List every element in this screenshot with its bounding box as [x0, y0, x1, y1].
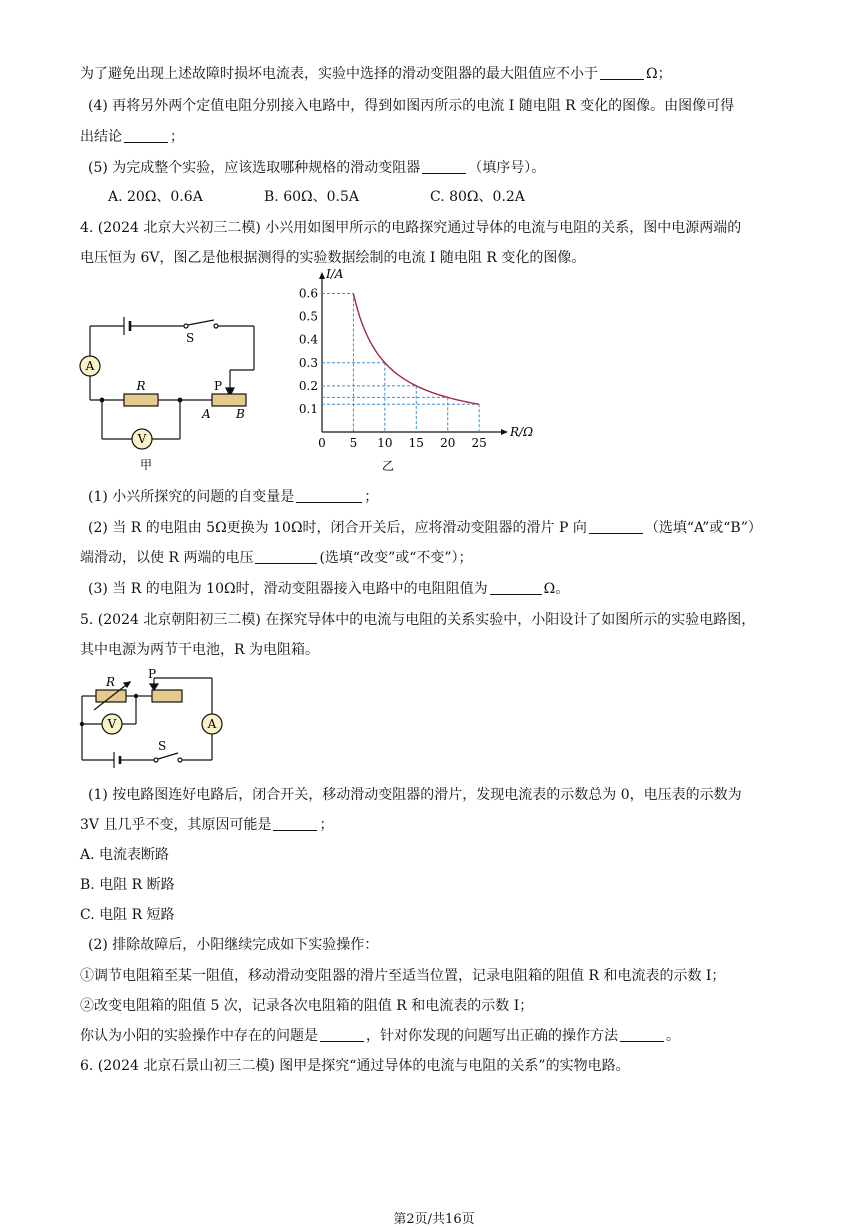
q5-part1-cont: 3V 且几乎不变，其原因可能是 ； — [80, 817, 334, 833]
q5-part3: 你认为小阳的实验操作中存在的问题是 ，针对你发现的问题写出正确的操作方法 。 — [80, 1028, 680, 1044]
figure-label-jia: 甲 — [139, 458, 153, 472]
chart-guides — [322, 294, 479, 432]
q3-part4-cont: 出结论 ； — [80, 129, 184, 145]
x-tick-label: 25 — [471, 436, 487, 450]
q4-part2: (2) 当 R 的电阻由 5Ω更换为 10Ω时，闭合开关后，应将滑动变阻器的滑片 P 向 （选填“A”或“B”） — [88, 520, 762, 536]
q5-step1: ①调节电阻箱至某一阻值，移动滑动变阻器的滑片至适当位置，记录电阻箱的阻值 R 和电流表的示数 I； — [80, 968, 726, 984]
q4-part1: (1) 小兴所探究的问题的自变量是 ； — [88, 489, 379, 505]
circuit-diagram-jia — [74, 312, 274, 477]
end-a-label: A — [202, 407, 211, 421]
voltmeter-label: V — [137, 432, 147, 446]
option-c[interactable]: C. 80Ω、0.2A — [430, 189, 525, 205]
answer-blank[interactable] — [600, 65, 644, 80]
q4-stem: 4. (2024 北京大兴初三二模) 小兴用如图甲所示的电路探究通过导体的电流与电阻的关系，图中电源两端的 — [80, 220, 742, 236]
q4-part2-cont: 端滑动，以使 R 两端的电压 (选填“改变”或“不变”）； — [80, 550, 473, 566]
y-tick-label: 0.1 — [298, 401, 318, 416]
q5-option-a[interactable]: A. 电流表断路 — [80, 847, 170, 863]
page-footer: 第2页/共16页 — [393, 1212, 475, 1227]
q5-option-c[interactable]: C. 电阻 R 短路 — [80, 907, 175, 923]
resistor-label: R — [136, 379, 146, 393]
answer-blank[interactable] — [320, 1027, 364, 1042]
y-axis-label: I/A — [326, 267, 344, 281]
q3-options — [108, 187, 808, 207]
y-tick-label: 0.3 — [298, 355, 318, 370]
figure-label-yi: 乙 — [381, 459, 395, 473]
y-axis-arrow — [319, 272, 325, 279]
answer-blank[interactable] — [273, 816, 317, 831]
voltmeter-label: V — [107, 717, 117, 731]
answer-blank[interactable] — [589, 519, 643, 534]
q5-part2: (2) 排除故障后，小阳继续完成如下实验操作： — [88, 937, 379, 953]
slider-label: P — [148, 667, 157, 681]
y-tick-label: 0.4 — [298, 332, 318, 347]
switch-label: S — [158, 739, 167, 753]
circuit-diagram-q5 — [74, 664, 234, 776]
y-tick-label: 0.6 — [298, 286, 318, 301]
q6-stem: 6. (2024 北京石景山初三二模) 图甲是探究“通过导体的电流与电阻的关系”的实物电路。 — [80, 1058, 630, 1074]
switch-label: S — [186, 331, 195, 345]
q5-part1: (1) 按电路图连好电路后，闭合开关，移动滑动变阻器的滑片，发现电流表的示数总为 0，电压表的示数为 — [88, 787, 742, 803]
option-a[interactable]: A. 20Ω、0.6A — [108, 189, 203, 205]
rheostat-label: R — [106, 675, 116, 689]
ammeter-label: A — [207, 717, 217, 731]
x-axis-label: R/Ω — [510, 425, 534, 439]
answer-blank[interactable] — [296, 488, 362, 503]
y-tick-label: 0.2 — [298, 378, 318, 393]
q4-part3: (3) 当 R 的电阻为 10Ω时，滑动变阻器接入电路中的电阻阻值为 Ω。 — [88, 581, 570, 597]
x-axis-arrow — [501, 429, 508, 435]
answer-blank[interactable] — [490, 580, 542, 595]
q5-stem-cont: 其中电源为两节干电池，R 为电阻箱。 — [80, 642, 319, 658]
answer-blank[interactable] — [124, 128, 168, 143]
slider-label: P — [214, 379, 223, 393]
end-b-label: B — [236, 407, 245, 421]
x-tick-label: 0 — [318, 436, 326, 450]
answer-blank[interactable] — [620, 1027, 664, 1042]
ammeter-label: A — [85, 359, 95, 373]
x-tick-label: 10 — [377, 436, 393, 450]
q3-part5: (5) 为完成整个实验，应该选取哪种规格的滑动变阻器 （填序号）。 — [88, 160, 546, 176]
answer-blank[interactable] — [255, 549, 317, 564]
q5-option-b[interactable]: B. 电阻 R 断路 — [80, 877, 175, 893]
chart-labels — [299, 287, 487, 450]
q4-stem-cont: 电压恒为 6V，图乙是他根据测得的实验数据绘制的电流 I 随电阻 R 变化的图像。 — [80, 250, 586, 266]
x-tick-label: 5 — [349, 436, 358, 450]
chart-axes — [319, 272, 508, 435]
y-tick-label: 0.5 — [298, 309, 318, 324]
q5-step2: ②改变电阻箱的阻值 5 次，记录各次电阻箱的阻值 R 和电流表的示数 I； — [80, 998, 534, 1014]
line-max-resistance: 为了避免出现上述故障时损坏电流表，实验中选择的滑动变阻器的最大阻值应不小于 Ω； — [80, 66, 672, 82]
current-resistance-chart — [290, 267, 534, 475]
x-tick-label: 20 — [440, 436, 456, 450]
q3-part4: (4) 再将另外两个定值电阻分别接入电路中，得到如图丙所示的电流 I 随电阻 R 变化的图像。由图像可得 — [88, 98, 735, 114]
q5-stem: 5. (2024 北京朝阳初三二模) 在探究导体中的电流与电阻的关系实验中，小阳设计了如图所示的实验电路图， — [80, 612, 756, 628]
answer-blank[interactable] — [422, 159, 466, 174]
option-b[interactable]: B. 60Ω、0.5A — [264, 189, 359, 205]
x-tick-label: 15 — [408, 436, 424, 450]
